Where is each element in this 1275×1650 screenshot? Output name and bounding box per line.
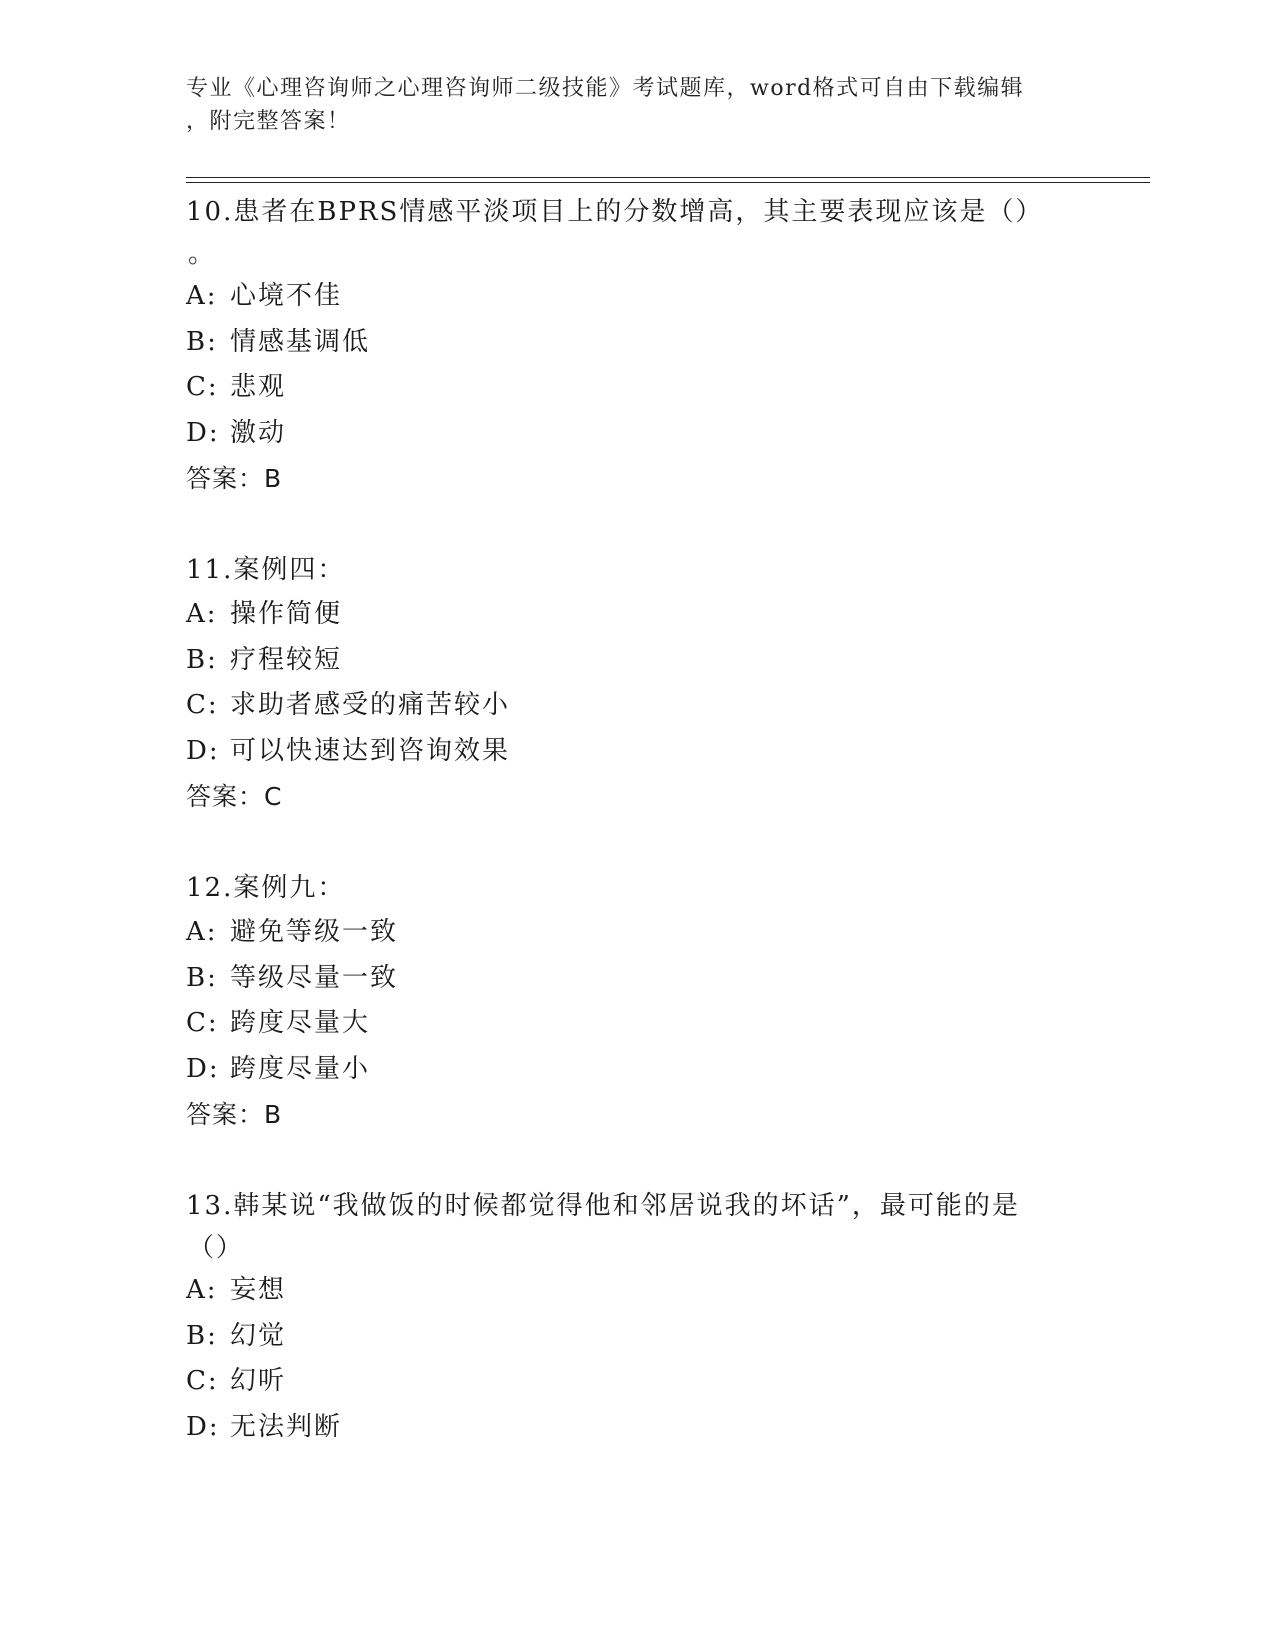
header-line-1: 专业《心理咨询师之心理咨询师二级技能》考试题库，word格式可自由下载编辑 bbox=[186, 76, 1025, 101]
answer-value: B bbox=[264, 1100, 283, 1129]
question-12 bbox=[186, 866, 1086, 1138]
option-text: 疗程较短 bbox=[230, 644, 343, 675]
header-divider-bottom bbox=[186, 182, 1150, 183]
option-b bbox=[186, 320, 1086, 366]
header-divider-top bbox=[186, 177, 1150, 178]
option-key: B: bbox=[186, 962, 218, 993]
question-stem: 10.患者在BPRS情感平淡项目上的分数增高，其主要表现应该是（） bbox=[186, 197, 1044, 227]
option-a bbox=[186, 910, 1086, 956]
option-text: 跨度尽量大 bbox=[230, 1008, 371, 1038]
option-key: C: bbox=[186, 1008, 219, 1038]
option-key: A: bbox=[186, 1275, 218, 1305]
question-10 bbox=[186, 190, 1086, 502]
option-text: 无法判断 bbox=[230, 1411, 343, 1442]
question-stem-continuation: （） bbox=[188, 1233, 245, 1263]
option-key: A: bbox=[186, 281, 218, 311]
option-a bbox=[186, 592, 1086, 638]
option-text: 悲观 bbox=[230, 372, 287, 402]
option-text: 激动 bbox=[230, 417, 287, 448]
answer-line bbox=[186, 774, 1086, 820]
option-c bbox=[186, 1001, 1086, 1047]
question-stem-continuation: 。 bbox=[188, 239, 217, 269]
option-text: 求助者感受的痛苦较小 bbox=[230, 690, 511, 720]
answer-label: 答案： bbox=[186, 782, 265, 811]
option-d bbox=[186, 729, 1086, 775]
option-text: 幻听 bbox=[230, 1366, 287, 1396]
option-text: 情感基调低 bbox=[230, 326, 371, 357]
option-key: D: bbox=[186, 417, 220, 448]
answer-label: 答案： bbox=[186, 1100, 265, 1129]
question-stem: 12.案例九： bbox=[186, 873, 346, 903]
option-b bbox=[186, 1314, 1086, 1360]
option-c bbox=[186, 1359, 1086, 1405]
option-b bbox=[186, 956, 1086, 1002]
option-c bbox=[186, 365, 1086, 411]
option-key: C: bbox=[186, 690, 219, 720]
answer-line bbox=[186, 456, 1086, 502]
option-d bbox=[186, 1405, 1086, 1451]
option-text: 幻觉 bbox=[230, 1320, 287, 1351]
option-text: 跨度尽量小 bbox=[230, 1053, 371, 1084]
option-d bbox=[186, 1047, 1086, 1093]
option-text: 心境不佳 bbox=[230, 281, 343, 311]
answer-value: B bbox=[264, 464, 283, 493]
question-list bbox=[186, 190, 1086, 1496]
option-text: 妄想 bbox=[230, 1275, 287, 1305]
option-d bbox=[186, 411, 1086, 457]
option-text: 可以快速达到咨询效果 bbox=[230, 735, 511, 766]
header-line-2: ，附完整答案！ bbox=[186, 109, 351, 134]
option-key: D: bbox=[186, 1411, 220, 1442]
option-c bbox=[186, 683, 1086, 729]
question-13 bbox=[186, 1184, 1086, 1450]
document-header bbox=[186, 72, 1066, 138]
option-key: D: bbox=[186, 735, 220, 766]
question-11 bbox=[186, 548, 1086, 820]
option-key: C: bbox=[186, 372, 219, 402]
option-key: C: bbox=[186, 1366, 219, 1396]
option-text: 等级尽量一致 bbox=[230, 962, 399, 993]
option-text: 操作简便 bbox=[230, 599, 343, 629]
question-stem: 11.案例四： bbox=[186, 555, 346, 585]
option-key: B: bbox=[186, 1320, 218, 1351]
option-key: B: bbox=[186, 644, 218, 675]
option-a bbox=[186, 1268, 1086, 1314]
option-key: A: bbox=[186, 599, 218, 629]
option-text: 避免等级一致 bbox=[230, 917, 399, 947]
answer-line bbox=[186, 1092, 1086, 1138]
answer-value: C bbox=[264, 782, 283, 811]
option-a bbox=[186, 274, 1086, 320]
option-key: D: bbox=[186, 1053, 220, 1084]
answer-label: 答案： bbox=[186, 464, 265, 493]
option-b bbox=[186, 638, 1086, 684]
question-stem: 13.韩某说“我做饭的时候都觉得他和邻居说我的坏话”，最可能的是 bbox=[186, 1191, 1020, 1221]
option-key: B: bbox=[186, 326, 218, 357]
option-key: A: bbox=[186, 917, 218, 947]
